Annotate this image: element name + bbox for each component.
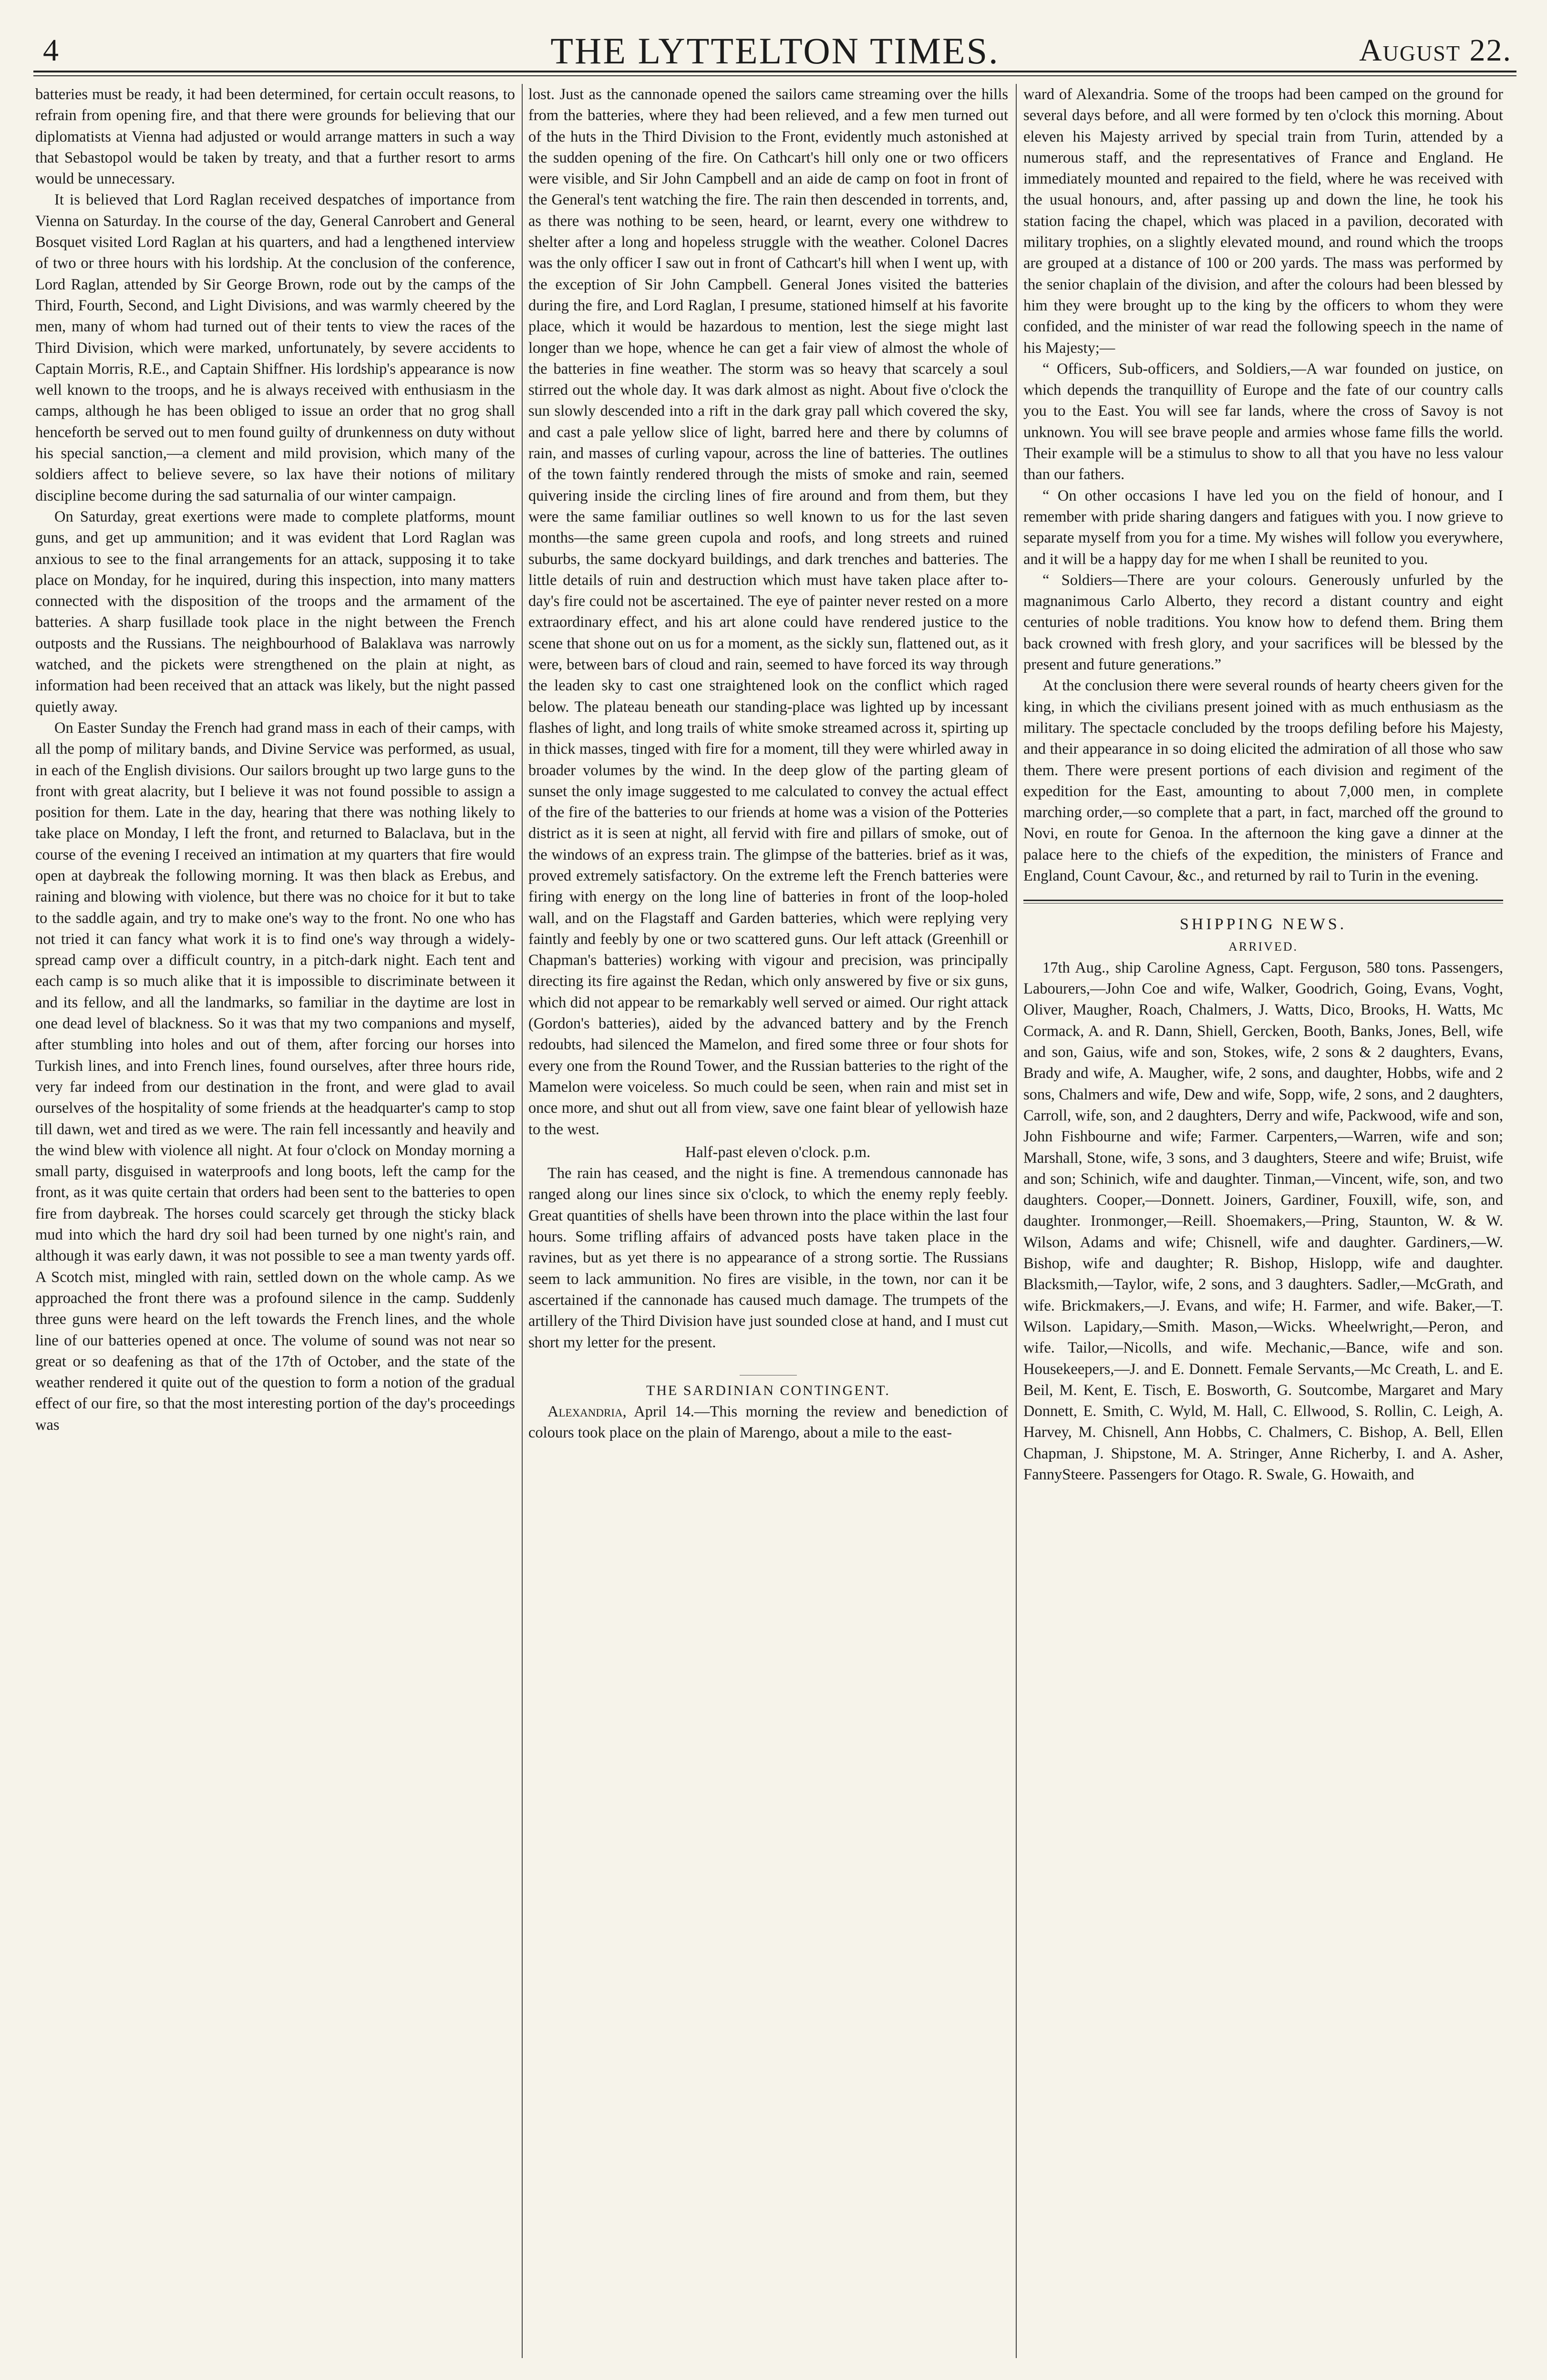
page-number: 4: [43, 33, 59, 68]
paragraph: 17th Aug., ship Caroline Agness, Capt. Ferguson, 580 tons. Passengers, Labourers,—John Coe and wife, Walker, Goodrich, Going, Evans, Voght, Oliver, Maugher, Roach, Chalmers, J. Watts, Dico, Brooks, H. Watts, Mc Cormack, A. and R. Dann, Shiell, Gercken, Booth, Banks, Jones, Bell, wife and son, Gaius, wife and son, Stokes, wife, 2 sons & 2 daughters, Evans, Brady and wife, A. Maugher, wife, 2 sons, and daughter, Hobbs, wife and 2 sons, Chalmers and wife, Dew and wife, Sopp, wife, 2 sons, and 2 daughters, Carroll, wife, son, and 2 daughters, Derry and wife, Packwood, wife and son, John Fishbourne and wife; Farmer. Carpenters,—Warren, wife and son; Marshall, Stone, wife, 3 sons, and 3 daughters, Steere and wife; Bruist, wife and son; Schinich, wife and daughter. Tinman,—Vincent, wife, son, and two daughters. Cooper,—Donnett. Joiners, Gardiner, Fouxill, wife, son, and daughter. Ironmonger,—Reill. Shoemakers,—Pring, Staunton, W. & W. Wilson, Adams and wife; Chisnell, wife and daughter. Gardiners,—W. Bishop, wife and daughter; R. Bishop, Hislopp, wife and daughter. Blacksmith,—Taylor, wife, 2 sons, and 3 daughters. Sadler,—McGrath, and wife. Brickmakers,—J. Evans, and wife; H. Farmer, and wife. Baker,—T. Wilson. Lapidary,—Smith. Mason,—Wicks. Wheelwright,—Peron, and wife. Tailor,—Nicolls, and wife. Mechanic,—Bance, wife and son. Housekeepers,—J. and E. Donnett. Female Servants,—Mc Creath, L. and E. Beil, M. Kent, E. Tisch, E. Bosworth, G. Soutcombe, Margaret and Mary Donnett, E. Smith, C. Wyld, M. Hall, C. Ellwood, S. Rollin, C. Leigh, A. Harvey, M. Chisnell, Ann Hobbs, C. Chalmers, C. Bishop, A. Bell, Ellen Chapman, J. Shipstone, M. A. Stringer, Anne Richerby, I. and A. Asher, FannySteere. Passengers for Otago. R. Swale, G. Howaith, and: [1023, 959, 1503, 1483]
paragraph: [528, 1401, 1008, 1444]
paragraph: lost. Just as the cannonade opened the sailors came streaming over the hills from the batteries, where they had been relieved, and a few men turned out of the huts in the Third Division to the Front, evidently much astonished at the sudden opening of the fire. On Cathcart's hill only one or two officers were visible, and Sir John Campbell and an aide de camp on foot in front of the General's tent watching the fire. The rain then descended in torrents, and, as there was nothing to be seen, heard, or learnt, every one withdrew to shelter after a long and hopeless struggle with the weather. Colonel Dacres was the only officer I saw out in front of Cathcart's hill when I went up, with the exception of Sir John Campbell. General Jones visited the batteries during the fire, and Lord Raglan, I presume, stationed himself at his favorite place, which it would be hazardous to mention, lest the siege might last longer than we hope, whence he can get a fair view of almost the whole of the batteries in fine weather. The storm was so heavy that scarcely a soul stirred out the whole day. It was dark almost as night. About five o'clock the sun slowly descended into a rift in the dark gray pall which covered the sky, and cast a pale yellow slice of light, barred here and there by columns of rain, and masses of curling vapour, across the line of batteries. The outlines of the town faintly rendered through the mists of smoke and rain, seemed quivering inside the circling lines of fire around and from them, but they were the same familiar outlines so well known to us for the last seven months—the same green cupola and roofs, and long streets and ruined suburbs, the same dockyard buildings, and dark trenches and batteries. The little details of ruin and destruction which must have taken place after to-day's fire could not be ascertained. The eye of painter never rested on a more extraordinary effect, and his art alone could have rendered justice to the scene that shone out on us for a moment, as the sickly sun, flattened out, as it were, between bars of cloud and rain, seemed to have forced its way through the leaden sky to cast one straightened look on the conflict which raged below. The plateau beneath our standing-place was lighted up by incessant flashes of light, and long trails of white smoke streamed across it, spirting up in thick masses, tinged with fire for a moment, till they were whirled away in broader volumes by the wind. In the deep glow of the parting gleam of sunset the only image suggested to me calculated to convey the actual effect of the fire of the batteries to our friends at home was a vision of the Potteries district as it is seen at night, all fervid with fire and pillars of smoke, out of the windows of an express train. The glimpse of the batteries. brief as it was, proved extremely satisfactory. On the extreme left the French batteries were firing with energy on the long line of batteries in front of the loop-holed wall, and on the Flagstaff and Garden batteries, which were replying very faintly and feebly by one or two scattered guns. Our left attack (Greenhill or Chapman's batteries) working with vigour and precision, was principally directing its fire against the Redan, which only answered by five or six guns, which did not appear to be remarkably well served or aimed. Our right attack (Gordon's batteries), aided by the advanced battery and by the French redoubts, had silenced the Mamelon, and fired some three or four shots for every one from the Round Tower, and the Russian batteries to the right of the Mamelon were voiceless. So much could be seen, when rain and mist set in once more, and shut out all from view, save one faint blear of yellowish haze to the west.: [528, 86, 1008, 1138]
column-2: [528, 84, 1008, 2353]
column-3: [1023, 84, 1503, 2353]
column-divider: [522, 84, 523, 2358]
newspaper-title: THE LYTTELTON TIMES.: [550, 30, 1000, 72]
issue-date: August 22.: [1359, 33, 1512, 68]
paragraph: It is believed that Lord Raglan received despatches of importance from Vienna on Saturday. In the course of the day, General Canrobert and General Bosquet visited Lord Raglan at his quarters, and had a lengthened interview of two or three hours with his lordship. At the conclusion of the conference, Lord Raglan, attended by Sir George Brown, rode out by the camps of the Third, Fourth, Second, and Light Divisions, and was warmly cheered by the men, many of whom had turned out of their tents to view the races of the Third Division, which were marked, unfortunately, by severe accidents to Captain Morris, R.E., and Captain Shiffner. His lordship's appearance is now well known to the troops, and he is always received with enthusiasm in the camps, although he has been obliged to issue an order that no grog shall henceforth be served out to men found guilty of drunkenness on duty without his special sanction,—a clement and mild provision, which many of the soldiers affect to believe severe, so lax have their notions of military discipline become during the sad saturnalia of our winter campaign.: [35, 191, 515, 504]
paragraph: batteries must be ready, it had been determined, for certain occult reasons, to refrain from opening fire, and that there were grounds for believing that our diplomatists at Vienna had adjusted or would arrange matters in such a way that Sebastopol would be taken by treaty, and that a further resort to arms would be unnecessary.: [35, 86, 515, 188]
subheading-arrived: ARRIVED.: [1228, 939, 1299, 954]
place-name: Alexandria,: [547, 1403, 627, 1421]
section-heading-shipping: SHIPPING NEWS.: [1179, 915, 1347, 934]
masthead-rule-thin: [33, 75, 1516, 76]
paragraph: On Easter Sunday the French had grand mass in each of their camps, with all the pomp of military bands, and Divine Service was performed, as usual, in each of the English divisions. Our sailors brought up two large guns to the front with great alacrity, but I believe it was not found possible to assign a position for them. Late in the day, hearing that there was nothing likely to take place on Monday, I left the front, and returned to Balaclava, but in the course of the evening I received an intimation at my quarters that fire would open at daybreak the following morning. It was then black as Erebus, and raining and blowing with violence, but there was no choice for it but to take to the saddle again, and try to make one's way to the front. No one who has not tried it can fancy what work it is to find one's way through a widely-spread camp over a difficult country, in a pitch-dark night. Each tent and each camp is so much alike that it is impossible to discriminate between it and its fellow, and all the landmarks, so familiar in the daytime are lost in one dead level of blackness. So it was that my two companions and myself, after stumbling into holes and out of them, after forcing our horses into Turkish lines, and into French lines, found ourselves, after three hours ride, very far indeed from our destination in the front, and were glad to avail ourselves of the hospitality of some friends at the headquarter's camp to stop till dawn, wet and tired as we were. The rain fell incessantly and heavily and the wind blew with violence all night. At four o'clock on Monday morning a small party, disguised in waterproofs and long boots, left the camp for the front, as it was quite certain that orders had been sent to the batteries to open fire from daybreak. The horses could scarcely get through the sticky black mud into which the hard dry soil had been turned by one night's rain, and although it was early dawn, it was not possible to see a man twenty yards off. A Scotch mist, mingled with rain, settled down on the whole camp. As we approached the front there was a profound silence in the camp. Suddenly three guns were heard on the left towards the French lines, and the whole line of our batteries opened at once. The volume of sound was not near so great or so deafening as that of the 17th of October, and the state of the weather rendered it quite out of the question to form a notion of the gradual effect of our fire, so that the most interesting portion of the day's proceedings was: [35, 719, 515, 1434]
column-divider: [1016, 84, 1017, 2358]
paragraph: “ Soldiers—There are your colours. Generously unfurled by the magnanimous Carlo Alberto, they record a distant country and eight centuries of noble traditions. You know how to defend them. Bring them back crowned with fresh glory, and your sacrifices will be blessed by the present and future generations.”: [1023, 571, 1503, 674]
paragraph: On Saturday, great exertions were made to complete platforms, mount guns, and get up ammunition; and it was evident that Lord Raglan was anxious to see to the final arrangements for an attack, supposing it to take place on Monday, for he inquired, during this inspection, into many matters connected with the disposition of the troops and the armament of the batteries. A sharp fusillade took place in the night between the French outposts and the Russians. The neighbourhood of Balaklava was narrowly watched, and the pickets were strengthened on the plain at night, as information had been received that an attack was likely, but the night passed quietly away.: [35, 508, 515, 716]
section-rule: [1023, 900, 1503, 903]
paragraph: The rain has ceased, and the night is fine. A tremendous cannonade has ranged along our lines since six o'clock, to which the enemy reply feebly. Great quantities of shells have been thrown into the place within the last four hours. Some trifling affairs of advanced posts have taken place in the ravines, but as yet there is no appearance of a strong sortie. The Russians seem to lack ammunition. No fires are visible, in the town, nor can it be ascertained if the cannonade has caused much damage. The trumpets of the artillery of the Third Division have just sounded close at hand, and I must cut short my letter for the present.: [528, 1165, 1008, 1351]
section-heading-sardinian: THE SARDINIAN CONTINGENT.: [646, 1382, 890, 1398]
paragraph: ward of Alexandria. Some of the troops had been camped on the ground for several days before, and all were formed by ten o'clock this morning. About eleven his Majesty arrived by special train from Turin, attended by a numerous staff, and the representatives of France and England. He immediately mounted and repaired to the field, where he was received with the usual honours, and, after passing up and down the line, he took his station facing the chapel, which was placed in a pavilion, decorated with military trophies, on a slightly elevated mound, and round which the troops are grouped at a distance of 100 or 200 yards. The mass was performed by the senior chaplain of the division, and after the colours had been blessed by him they were brought up to the king by the officers to whom they were confided, and the minister of war read the following speech in the name of his Majesty;—: [1023, 86, 1503, 357]
paragraph: “ Officers, Sub-officers, and Soldiers,—A war founded on justice, on which depends the tranquillity of Europe and the fate of our country calls you to the East. You will see far lands, where the cross of Savoy is not unknown. You will see brave people and armies whose fame fills the world. Their example will be a stimulus to show to all that you have no less valour than our fathers.: [1023, 360, 1503, 483]
masthead: [33, 23, 1516, 72]
masthead-rule: [33, 71, 1516, 72]
paragraph: “ On other occasions I have led you on the field of honour, and I remember with pride sharing dangers and fatigues with you. I now grieve to separate myself from you for a time. My wishes will follow you everywhere, and it will be a happy day for me when I shall be reunited to you.: [1023, 487, 1503, 568]
paragraph: At the conclusion there were several rounds of hearty cheers given for the king, in which the civilians present joined with as much enthusiasm as the military. The spectacle concluded by the troops defiling before his Majesty, and their appearance in so doing elicited the admiration of all those who saw them. There were present portions of each division and regiment of the expedition for the East, amounting to about 7,000 men, in complete marching order,—so complete that a part, in fact, marched off the ground to Novi, en route for Genoa. In the afternoon the king gave a dinner at the palace here to the chiefs of the expedition, the ministers of France and England, Count Cavour, &c., and returned by rail to Turin in the evening.: [1023, 677, 1503, 884]
column-1: [35, 84, 515, 2353]
paragraph-text: April 14.—This morning the review and benediction of colours took place on the plain of Marengo, about a mile to the east-: [528, 1403, 1008, 1442]
dateline: Half-past eleven o'clock. p.m.: [685, 1143, 871, 1161]
